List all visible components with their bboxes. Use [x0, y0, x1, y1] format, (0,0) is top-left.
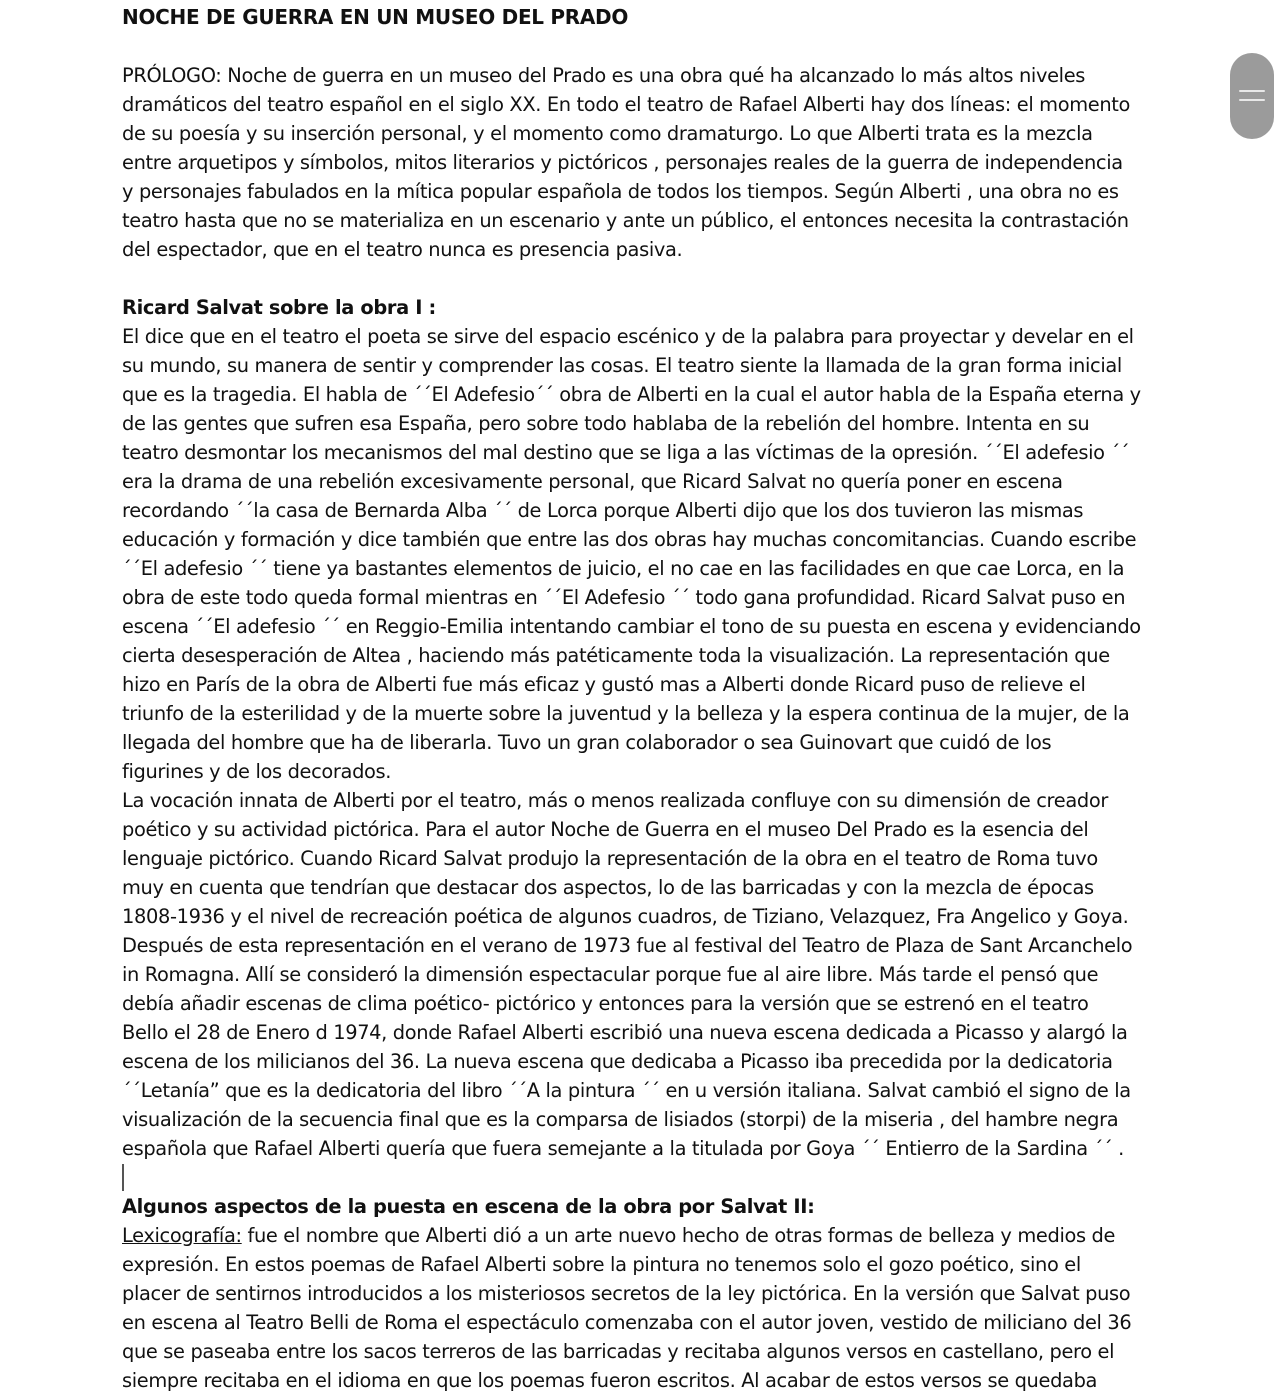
text-line: [122, 1221, 1162, 1250]
text-line: hizo en París de la obra de Alberti fue más eficaz y gustó mas a Alberti donde Ricard puso de relieve el: [122, 673, 1086, 696]
text-line: El dice que en el teatro el poeta se sirve del espacio escénico y de la palabra para proyectar y develar en el: [122, 325, 1134, 348]
text-line: ´´El adefesio ´´ tiene ya bastantes elementos de juicio, el no cae en las facilidades en que cae Lorca, en la: [122, 557, 1125, 580]
text-line: ´´Letanía” que es la dedicatoria del libro ´´A la pintura ´´ en u versión italiana. Salvat cambió el signo de la: [122, 1079, 1131, 1102]
text-line: figurines y de los decorados.: [122, 760, 392, 783]
text-line: poético y su actividad pictórica. Para el autor Noche de Guerra en el museo Del Prado es la esencia del: [122, 818, 1089, 841]
text-line: Después de esta representación en el verano de 1973 fue al festival del Teatro de Plaza de Sant Arcanchelo: [122, 934, 1133, 957]
text-line: obra de este todo queda formal mientras en ´´El Adefesio ´´ todo gana profundidad. Ricard Salvat puso en: [122, 586, 1126, 609]
text-line: teatro desmontar los mecanismos del mal destino que se liga a las víctimas de la opresión. ´´El adefesio ´´: [122, 441, 1130, 464]
section2-lines: [122, 1250, 1162, 1395]
text-line: PRÓLOGO: Noche de guerra en un museo del Prado es una obra qué ha alcanzado lo más altos niveles: [122, 64, 1086, 87]
text-line: y personajes fabulados en la mítica popular española de todos los tiempos. Según Alberti , una obra no es: [122, 180, 1119, 203]
section-heading-1: Ricard Salvat sobre la obra I :: [122, 296, 436, 319]
text-line: muy en cuenta que tendrían que destacar dos aspectos, lo de las barricadas y con la mezcla de épocas: [122, 876, 1094, 899]
text-line: cierta desesperación de Altea , haciendo más patéticamente toda la visualización. La representación que: [122, 644, 1110, 667]
text-line: que se paseaba entre los sacos terreros de las barricadas y recitaba algunos versos en castellano, pero el: [122, 1340, 1115, 1363]
grip-line-icon: [1239, 90, 1265, 92]
lexicografia-term: Lexicografía:: [122, 1224, 242, 1247]
text-line: de su poesía y su inserción personal, y el momento como dramaturgo. Lo que Alberti trata es la mezcla: [122, 122, 1093, 145]
text-line: en escena al Teatro Belli de Roma el espectáculo comenzaba con el autor joven, vestido de miliciano del 36: [122, 1311, 1132, 1334]
prologue-paragraph: [122, 61, 1162, 264]
spacer: [122, 264, 1162, 293]
section1-paragraph-2: [122, 786, 1162, 1163]
text-line: llegada del hombre que ha de liberarla. Tuvo un gran colaborador o sea Guinovart que cuidó de los: [122, 731, 1052, 754]
section-heading-2: Algunos aspectos de la puesta en escena de la obra por Salvat II:: [122, 1195, 815, 1218]
text-line: recordando ´´la casa de Bernarda Alba ´´ de Lorca porque Alberti dijo que los dos tuvieron las mismas: [122, 499, 1084, 522]
text-line: dramáticos del teatro español en el siglo XX. En todo el teatro de Rafael Alberti hay dos líneas: el momento: [122, 93, 1131, 116]
text-line: escena de los milicianos del 36. La nueva escena que dedicaba a Picasso iba precedida por la dedicatoria: [122, 1050, 1113, 1073]
text-line: de las gentes que sufren esa España, pero sobre todo hablaba de la rebelión del hombre. Intenta en su: [122, 412, 1090, 435]
document-title: NOCHE DE GUERRA EN UN MUSEO DEL PRADO: [122, 5, 629, 29]
text-line: del espectador, que en el teatro nunca es presencia pasiva.: [122, 238, 683, 261]
text-line: visualización de la secuencia final que es la comparsa de lisiados (storpi) de la miseria , del hambre negra: [122, 1108, 1119, 1131]
text-line: entre arquetipos y símbolos, mitos literarios y pictóricos , personajes reales de la guerra de independencia: [122, 151, 1123, 174]
section1-paragraph-1: [122, 322, 1162, 786]
text-line: 1808-1936 y el nivel de recreación poética de algunos cuadros, de Tiziano, Velazquez, Fra Angelico y Goya.: [122, 905, 1129, 928]
text-line: que es la tragedia. El habla de ´´El Adefesio´´ obra de Alberti en la cual el autor habla de la España eterna y: [122, 383, 1141, 406]
text-line: triunfo de la esterilidad y de la muerte sobre la juventud y la belleza y la espera continua de la mujer, de la: [122, 702, 1130, 725]
text-line: su mundo, su manera de sentir y comprender las cosas. El teatro siente la llamada de la gran forma inicial: [122, 354, 1122, 377]
text-line: era la drama de una rebelión excesivamente personal, que Ricard Salvat no quería poner en escena: [122, 470, 1063, 493]
text-line: Bello el 28 de Enero d 1974, donde Rafael Alberti escribió una nueva escena dedicada a Picasso y alargó la: [122, 1021, 1128, 1044]
grip-line-icon: [1239, 99, 1265, 101]
text-line: La vocación innata de Alberti por el teatro, más o menos realizada confluye con su dimensión de creador: [122, 789, 1108, 812]
text-line: teatro hasta que no se materializa en un escenario y ante un público, el entonces necesita la contrastación: [122, 209, 1129, 232]
text-line: debía añadir escenas de clima poético- pictórico y entonces para la versión que se estrenó en el teatro: [122, 992, 1089, 1015]
text-line: escena ´´El adefesio ´´ en Reggio-Emilia intentando cambiar el tono de su puesta en escena y evidenciando: [122, 615, 1141, 638]
spacer: [122, 32, 1162, 61]
text-line: siempre recitaba en el idioma en que los poemas fueron escritos. Al acabar de estos versos se quedaba: [122, 1369, 1098, 1392]
text-line: in Romagna. Allí se consideró la dimensión espectacular porque fue al aire libre. Más tarde el pensó que: [122, 963, 1099, 986]
text-line: lenguaje pictórico. Cuando Ricard Salvat produjo la representación de la obra en el teatro de Roma tuvo: [122, 847, 1098, 870]
text-line: expresión. En estos poemas de Rafael Alberti sobre la pintura no tenemos solo el gozo poético, sino el: [122, 1253, 1081, 1276]
section2-paragraph: [122, 1221, 1162, 1395]
scroll-handle[interactable]: [1230, 53, 1274, 139]
document-page: [122, 3, 1162, 1395]
text-line-rest: fue el nombre que Alberti dió a un arte nuevo hecho de otras formas de belleza y medios de: [241, 1224, 1116, 1247]
text-line: educación y formación y dice también que entre las dos obras hay muchas concomitancias. Cuando escribe: [122, 528, 1137, 551]
text-line: placer de sentirnos introducidos a los misteriosos secretos de la ley pictórica. En la versión que Salvat puso: [122, 1282, 1131, 1305]
text-line: española que Rafael Alberti quería que fuera semejante a la titulada por Goya ´´ Entierro de la Sardina ´´ .: [122, 1137, 1124, 1160]
text-cursor: [122, 1164, 124, 1191]
